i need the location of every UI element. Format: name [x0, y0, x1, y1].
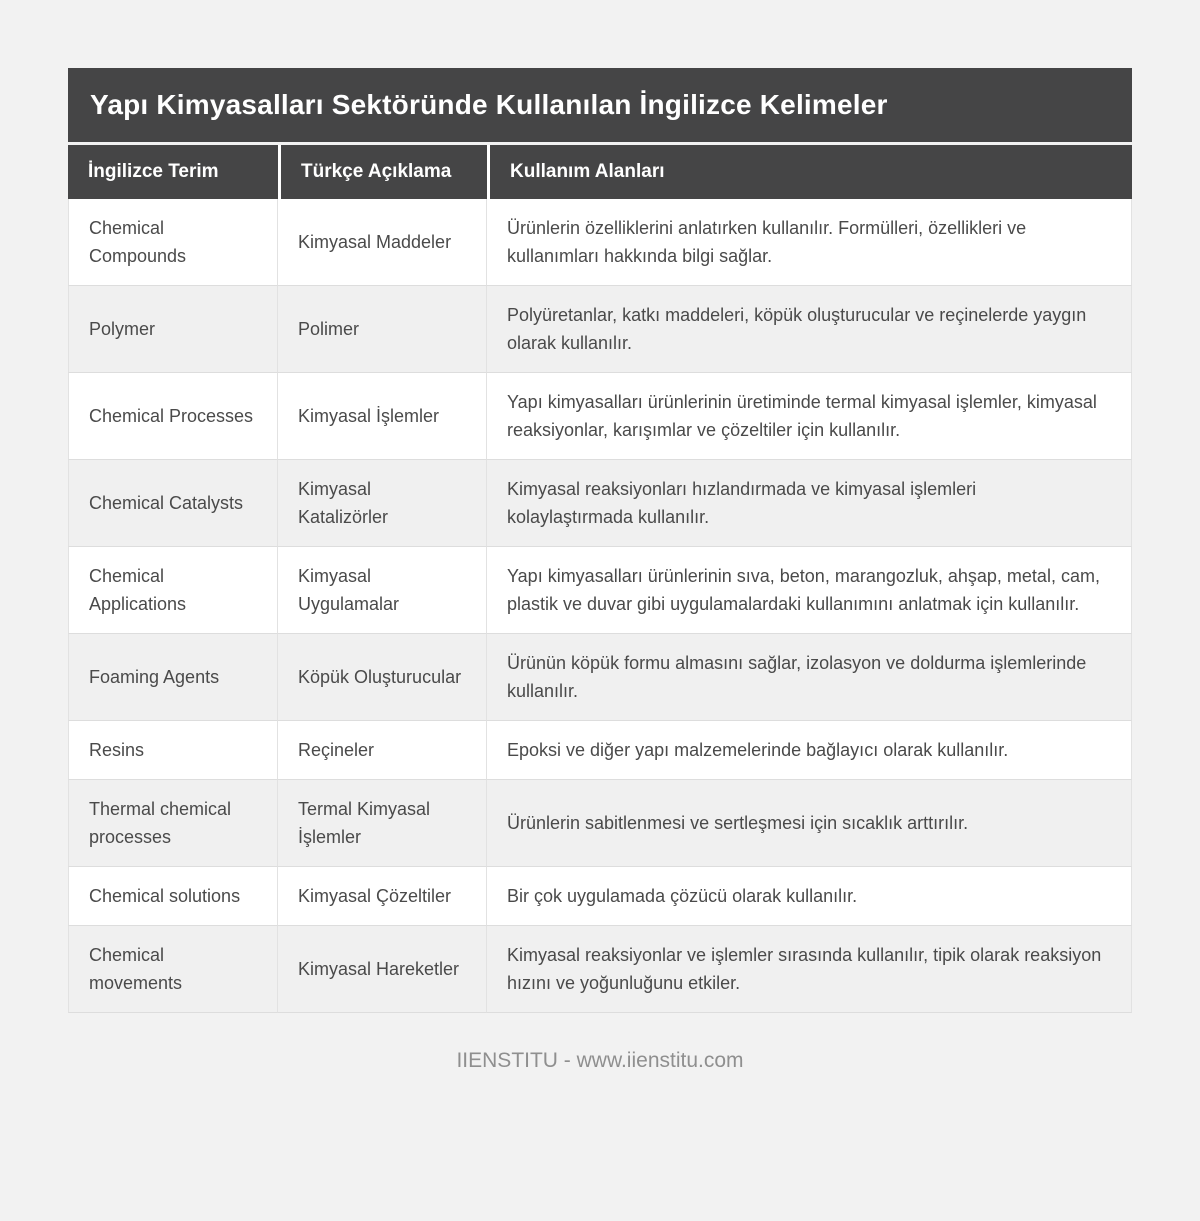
usage-areas-cell: Yapı kimyasalları ürünlerinin üretiminde termal kimyasal işlemler, kimyasal reaksiyonlar, karışımlar ve çözeltiler için kullanılır. [487, 373, 1132, 460]
english-term-cell: Thermal chemical processes [68, 780, 278, 867]
usage-areas-cell: Ürünün köpük formu almasını sağlar, izolasyon ve doldurma işlemlerinde kullanılır. [487, 634, 1132, 721]
table-row [68, 721, 1132, 780]
table-header [68, 145, 1132, 199]
column-header-english-term: İngilizce Terim [68, 145, 278, 199]
table-row [68, 926, 1132, 1013]
usage-areas-cell: Bir çok uygulamada çözücü olarak kullanılır. [487, 867, 1132, 926]
table-row [68, 460, 1132, 547]
turkish-explanation-cell: Kimyasal Maddeler [278, 199, 487, 286]
english-term-cell: Chemical Catalysts [68, 460, 278, 547]
table-row [68, 286, 1132, 373]
page-title: Yapı Kimyasalları Sektöründe Kullanılan İngilizce Kelimeler [68, 68, 1132, 142]
table-row [68, 867, 1132, 926]
footer-text: IIENSTITU - www.iienstitu.com [456, 1049, 744, 1072]
turkish-explanation-cell: Kimyasal Çözeltiler [278, 867, 487, 926]
table-row [68, 373, 1132, 460]
table-row [68, 634, 1132, 721]
usage-areas-cell: Epoksi ve diğer yapı malzemelerinde bağlayıcı olarak kullanılır. [487, 721, 1132, 780]
usage-areas-cell: Yapı kimyasalları ürünlerinin sıva, beton, marangozluk, ahşap, metal, cam, plastik ve duvar gibi uygulamalardaki kullanımını anlatmak için kullanılır. [487, 547, 1132, 634]
english-term-cell: Chemical movements [68, 926, 278, 1013]
header-row [68, 145, 1132, 199]
english-term-cell: Resins [68, 721, 278, 780]
turkish-explanation-cell: Kimyasal Uygulamalar [278, 547, 487, 634]
turkish-explanation-cell: Reçineler [278, 721, 487, 780]
usage-areas-cell: Ürünlerin sabitlenmesi ve sertleşmesi için sıcaklık arttırılır. [487, 780, 1132, 867]
table-body [68, 199, 1132, 1013]
usage-areas-cell: Kimyasal reaksiyonlar ve işlemler sırasında kullanılır, tipik olarak reaksiyon hızını ve yoğunluğunu etkiler. [487, 926, 1132, 1013]
table-row [68, 199, 1132, 286]
turkish-explanation-cell: Polimer [278, 286, 487, 373]
document [68, 0, 1132, 1123]
table-row [68, 547, 1132, 634]
english-term-cell: Chemical solutions [68, 867, 278, 926]
usage-areas-cell: Ürünlerin özelliklerini anlatırken kullanılır. Formülleri, özellikleri ve kullanımları hakkında bilgi sağlar. [487, 199, 1132, 286]
english-term-cell: Foaming Agents [68, 634, 278, 721]
column-header-turkish-explanation: Türkçe Açıklama [278, 145, 487, 199]
vocabulary-table [68, 145, 1132, 1013]
table-row [68, 780, 1132, 867]
turkish-explanation-cell: Kimyasal Hareketler [278, 926, 487, 1013]
english-term-cell: Chemical Applications [68, 547, 278, 634]
english-term-cell: Chemical Compounds [68, 199, 278, 286]
turkish-explanation-cell: Köpük Oluşturucular [278, 634, 487, 721]
turkish-explanation-cell: Kimyasal Katalizörler [278, 460, 487, 547]
english-term-cell: Polymer [68, 286, 278, 373]
english-term-cell: Chemical Processes [68, 373, 278, 460]
turkish-explanation-cell: Termal Kimyasal İşlemler [278, 780, 487, 867]
usage-areas-cell: Kimyasal reaksiyonları hızlandırmada ve kimyasal işlemleri kolaylaştırmada kullanılır. [487, 460, 1132, 547]
column-header-usage-areas: Kullanım Alanları [487, 145, 1132, 199]
turkish-explanation-cell: Kimyasal İşlemler [278, 373, 487, 460]
usage-areas-cell: Polyüretanlar, katkı maddeleri, köpük oluşturucular ve reçinelerde yaygın olarak kullanılır. [487, 286, 1132, 373]
